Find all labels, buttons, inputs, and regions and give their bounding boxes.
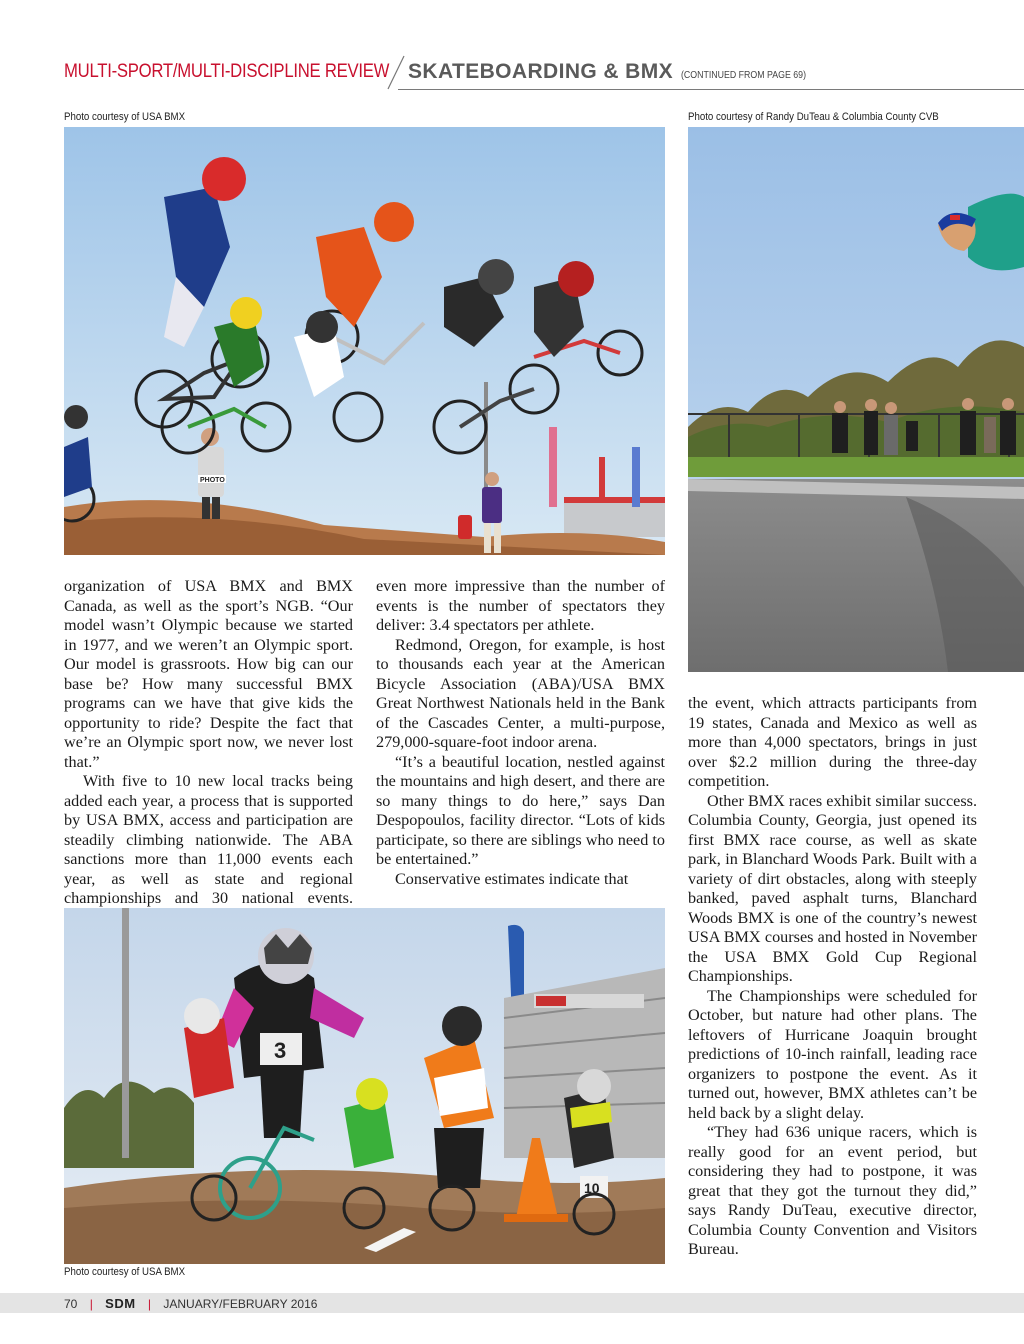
article-paragraph: Conservative estimates indicate that	[395, 869, 629, 888]
article-paragraph: the event, which attracts participants from 19 states, Canada and Mexico as well as more than 4,000 spectators, brings in just over $2.2 million during the three-day competition.	[688, 694, 977, 790]
magazine-name: SDM	[105, 1296, 136, 1311]
article-paragraph: organization of USA BMX and BMX Canada, as well as the sport’s NGB. “Our model wasn’t Olympic because we started in 1977, and we weren’t an Olympic sport. Our model is grassroots. How big can our base be? How many successful BMX programs can we have that give kids the opportunity to ride? Despite the fact that we’re an Olympic sport now, we never lost that.”	[64, 577, 353, 771]
photo-credit-top-left: Photo courtesy of USA BMX	[64, 111, 186, 123]
article-paragraph: “It’s a beautiful location, nestled against the mountains and high desert, and there are so many things to do here,” says Dan Despopoulos, facility director. “Lots of kids participate, so there are siblings who need to be entertained.”	[376, 752, 665, 868]
skatepark-photo	[688, 127, 1024, 672]
section-label: MULTI-SPORT/MULTI-DISCIPLINE REVIEW	[64, 61, 390, 82]
footer-divider: |	[89, 1297, 93, 1311]
article-column-3	[688, 694, 977, 1260]
bmx-jump-photo	[64, 127, 665, 555]
header-rule	[398, 89, 1024, 90]
issue-date: JANUARY/FEBRUARY 2016	[163, 1297, 318, 1311]
continued-note: (CONTINUED FROM PAGE 69)	[681, 70, 807, 81]
header-title-group	[408, 60, 823, 84]
article-paragraph: Other BMX races exhibit similar success. Columbia County, Georgia, just opened its first BMX race course, as well as skate park, in Blanchard Woods Park. Built with a variety of dirt obstacles, along with steeply banked, paved asphalt turns, Blanchard Woods BMX is one of the country’s newest USA BMX courses and hosted in November the USA BMX Gold Cup Regional Championships.	[688, 791, 977, 985]
article-paragraph: even more impressive than the number of events is the number of spectators they deliver: 3.4 spectators per athlete.	[376, 577, 665, 634]
article-column-2	[376, 577, 665, 889]
article-column-1	[64, 577, 353, 928]
banner-text: PHOTO	[200, 477, 225, 484]
bmx-race-photo	[64, 908, 665, 1264]
page-title: SKATEBOARDING & BMX	[408, 60, 674, 83]
page-number: 70	[64, 1297, 78, 1311]
jersey-number: 3	[274, 1038, 287, 1063]
footer-divider: |	[147, 1297, 152, 1311]
article-paragraph: The Championships were scheduled for October, but nature had other plans. The leftovers of Hurricane Joaquin brought predictions of 10-inch rainfall, leading race organizers to postpone the event. As it turned out, however, BMX athletes can’t be held back by a slight delay.	[688, 986, 977, 1122]
article-paragraph: “They had 636 unique racers, which is really good for an event period, but considering they had to postpone, it was great that they got the turnout they did,” says Randy DuTeau, executive director, Columbia County Convention and Visitors Bureau.	[688, 1123, 977, 1258]
article-paragraph: Redmond, Oregon, for example, is host to thousands each year at the American Bicycle Association (ABA)/USA BMX Great Northwest Nationals held in the Bank of the Cascades Center, a multi-purpose, 279,000-square-foot indoor arena.	[376, 635, 665, 751]
jersey-number: 10	[584, 1180, 600, 1196]
article-paragraph: With five to 10 new local tracks being added each year, a process that is supported by USA BMX, access and participation are steadily climbing nationwide. The ABA sanctions more than 11,000 events each year, as well as state and regional championships and 30 national events.	[64, 772, 353, 907]
page-footer	[64, 1296, 317, 1311]
photo-credit-top-right: Photo courtesy of Randy DuTeau & Columbia County CVB	[688, 111, 939, 123]
photo-credit-bottom: Photo courtesy of USA BMX	[64, 1266, 186, 1278]
